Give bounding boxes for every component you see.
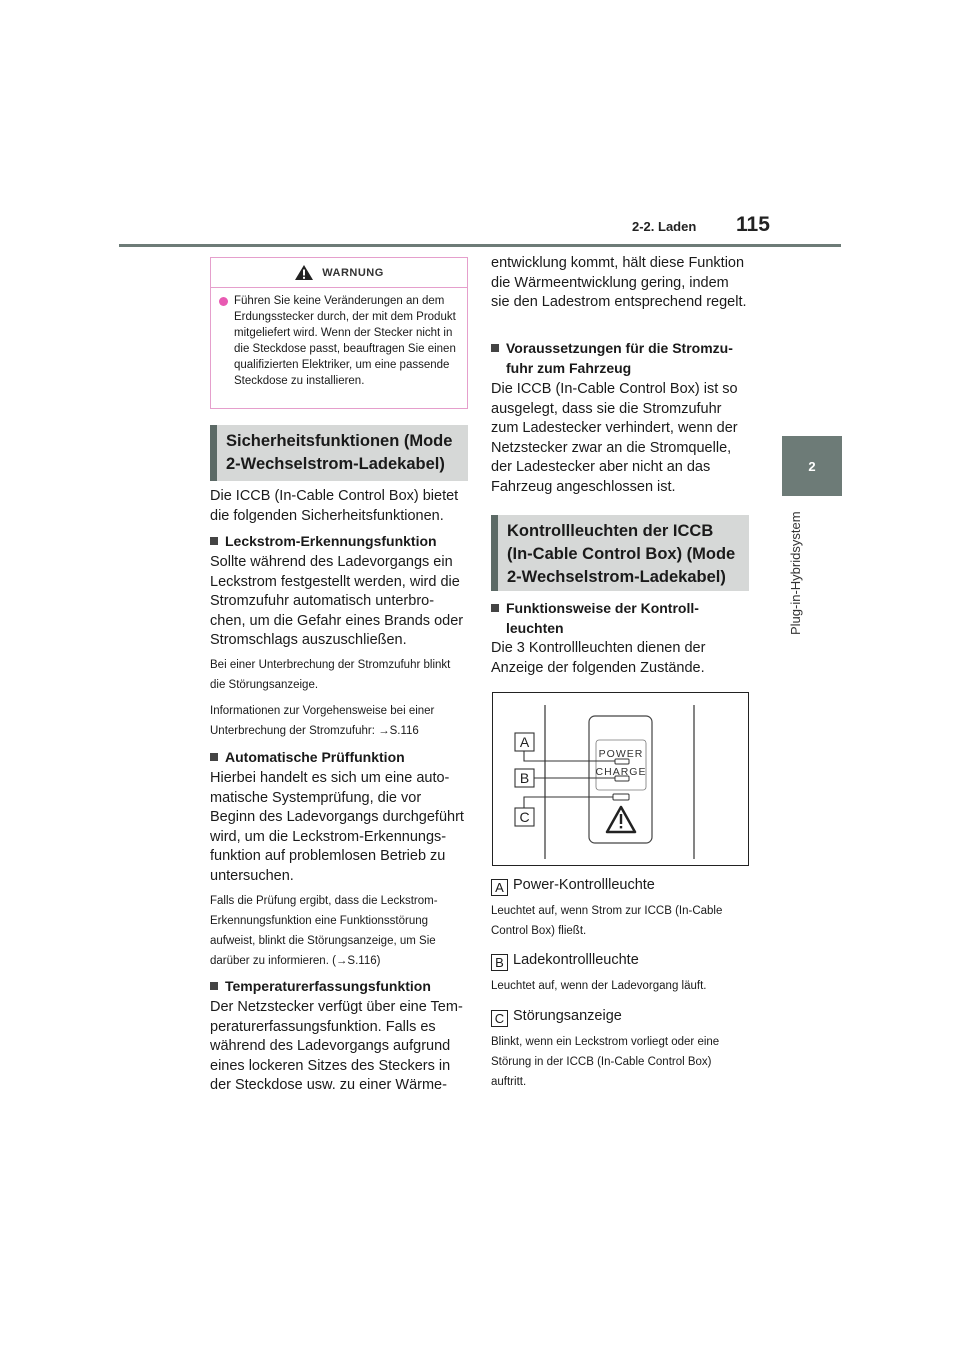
power-text: POWER [598, 748, 644, 760]
item-a-key: A [491, 879, 508, 896]
square-bullet-icon [210, 982, 218, 990]
paragraph-auto-check: Hierbei handelt es sich um eine auto-matische Systemprüfung, die vor Beginn des Ladevorgangs durchgeführt wird, um die Leckstrom-Erkennungs-funktion auf problemlosen Betrieb zu untersuchen. [210, 770, 464, 884]
warning-symbol-icon [607, 807, 635, 832]
item-c-desc: Blinkt, wenn ein Leckstrom vorliegt oder eine Störung in der ICCB (In-Cable Control Box) auftritt. [491, 1036, 720, 1088]
paragraph-indicator-function: Die 3 Kontrollleuchten dienen der Anzeige der folgenden Zustände. [491, 640, 706, 676]
square-bullet-icon [210, 753, 218, 761]
section-title-indicators: Kontrollleuchten der ICCB (In-Cable Control Box) (Mode 2-Wechselstrom-Ladekabel) [491, 515, 749, 591]
heading-temperature: Temperaturerfassungsfunktion [210, 976, 468, 996]
heading-indicator-function: Funktionsweise der Kontroll-leuchten [491, 598, 749, 638]
running-header-section: 2-2. Laden [632, 219, 697, 234]
paragraph-continued: entwicklung kommt, hält diese Funktion die Wärmeentwicklung gering, indem sie den Ladestrom entsprechend regelt. [491, 255, 747, 310]
chapter-number: 2 [808, 458, 816, 474]
note-leak-2: Informationen zur Vorgehensweise bei einer Unterbrechung der Stromzufuhr: →S.116 [210, 705, 435, 737]
warning-text: Führen Sie keine Veränderungen an dem Erdungsstecker durch, der mit dem Produkt mitgeliefert wird. Wenn der Stecker nicht in die Steckdose passt, beauftragen Sie einen qualifizierten Elektriker, um eine passende Steckdose zu installieren. [234, 295, 456, 387]
item-c-name: C Störungsanzeige [491, 1007, 749, 1027]
header-rule [119, 244, 841, 247]
warning-title: WARNUNG [322, 266, 384, 279]
warning-header [211, 258, 467, 288]
item-a-desc: Leuchtet auf, wenn Strom zur ICCB (In-Cable Control Box) fließt. [491, 905, 723, 937]
warning-triangle-icon [294, 264, 314, 281]
item-b-name: B Ladekontrollleuchte [491, 951, 749, 971]
page-number: 115 [736, 213, 770, 236]
error-lamp [613, 794, 629, 800]
note-auto-check: Falls die Prüfung ergibt, dass die Leckstrom-Erkennungsfunktion eine Funktionsstörung aufweist, blinkt die Störungsanzeige, um Sie darüber zu informieren. (→S.116) [210, 895, 438, 967]
paragraph-requirements: Die ICCB (In-Cable Control Box) ist so ausgelegt, dass sie die Stromzufuhr zum Ladestecker verhindert, wenn der Netzstecker zwar an die Stromquelle, der Ladestecker aber nicht an das Fahrzeug angeschlossen ist. [491, 381, 738, 495]
chapter-tab [782, 436, 842, 496]
note-leak-1: Bei einer Unterbrechung der Stromzufuhr blinkt die Störungsanzeige. [210, 659, 451, 691]
charge-text: CHARGE [595, 766, 647, 778]
iccb-illustration [492, 692, 749, 866]
paragraph-leak-detection: Sollte während des Ladevorgangs ein Leckstrom festgestellt werden, wird die Stromzufuhr automatisch unterbro-chen, um die Gefahr eines Brands oder Stromschlags auszuschließen. [210, 554, 464, 648]
paragraph-temperature: Der Netzstecker verfügt über eine Tem-peraturerfassungsfunktion. Falls es während des Ladevorgangs aufgrund eines lockeren Sitzes des Steckers in der Steckdose usw. zu einer Wärme- [210, 999, 463, 1093]
heading-leak-detection: Leckstrom-Erkennungsfunktion [210, 531, 468, 551]
heading-auto-check: Automatische Prüffunktion [210, 747, 468, 767]
bullet-dot-icon [219, 297, 228, 306]
label-c [515, 797, 613, 826]
item-b-desc: Leuchtet auf, wenn der Ladevorgang läuft. [491, 980, 707, 992]
section-title-safety: Sicherheitsfunktionen (Mode 2-Wechselstrom-Ladekabel) [210, 425, 468, 481]
heading-requirements: Voraussetzungen für die Stromzu-fuhr zum Fahrzeug [491, 338, 749, 378]
label-b-text: B [519, 770, 530, 786]
square-bullet-icon [491, 344, 499, 352]
chapter-title: Plug-in-Hybridsystem [788, 511, 803, 635]
square-bullet-icon [210, 537, 218, 545]
label-c-text: C [519, 809, 530, 825]
item-b-key: B [491, 954, 508, 971]
label-a-text: A [519, 734, 530, 750]
item-c-key: C [491, 1010, 508, 1027]
intro-paragraph: Die ICCB (In-Cable Control Box) bietet die folgenden Sicherheitsfunktionen. [210, 488, 459, 524]
chapter-title-vertical [786, 505, 808, 635]
square-bullet-icon [491, 604, 499, 612]
warning-box [210, 257, 468, 409]
item-a-name: A Power-Kontrollleuchte [491, 876, 749, 896]
